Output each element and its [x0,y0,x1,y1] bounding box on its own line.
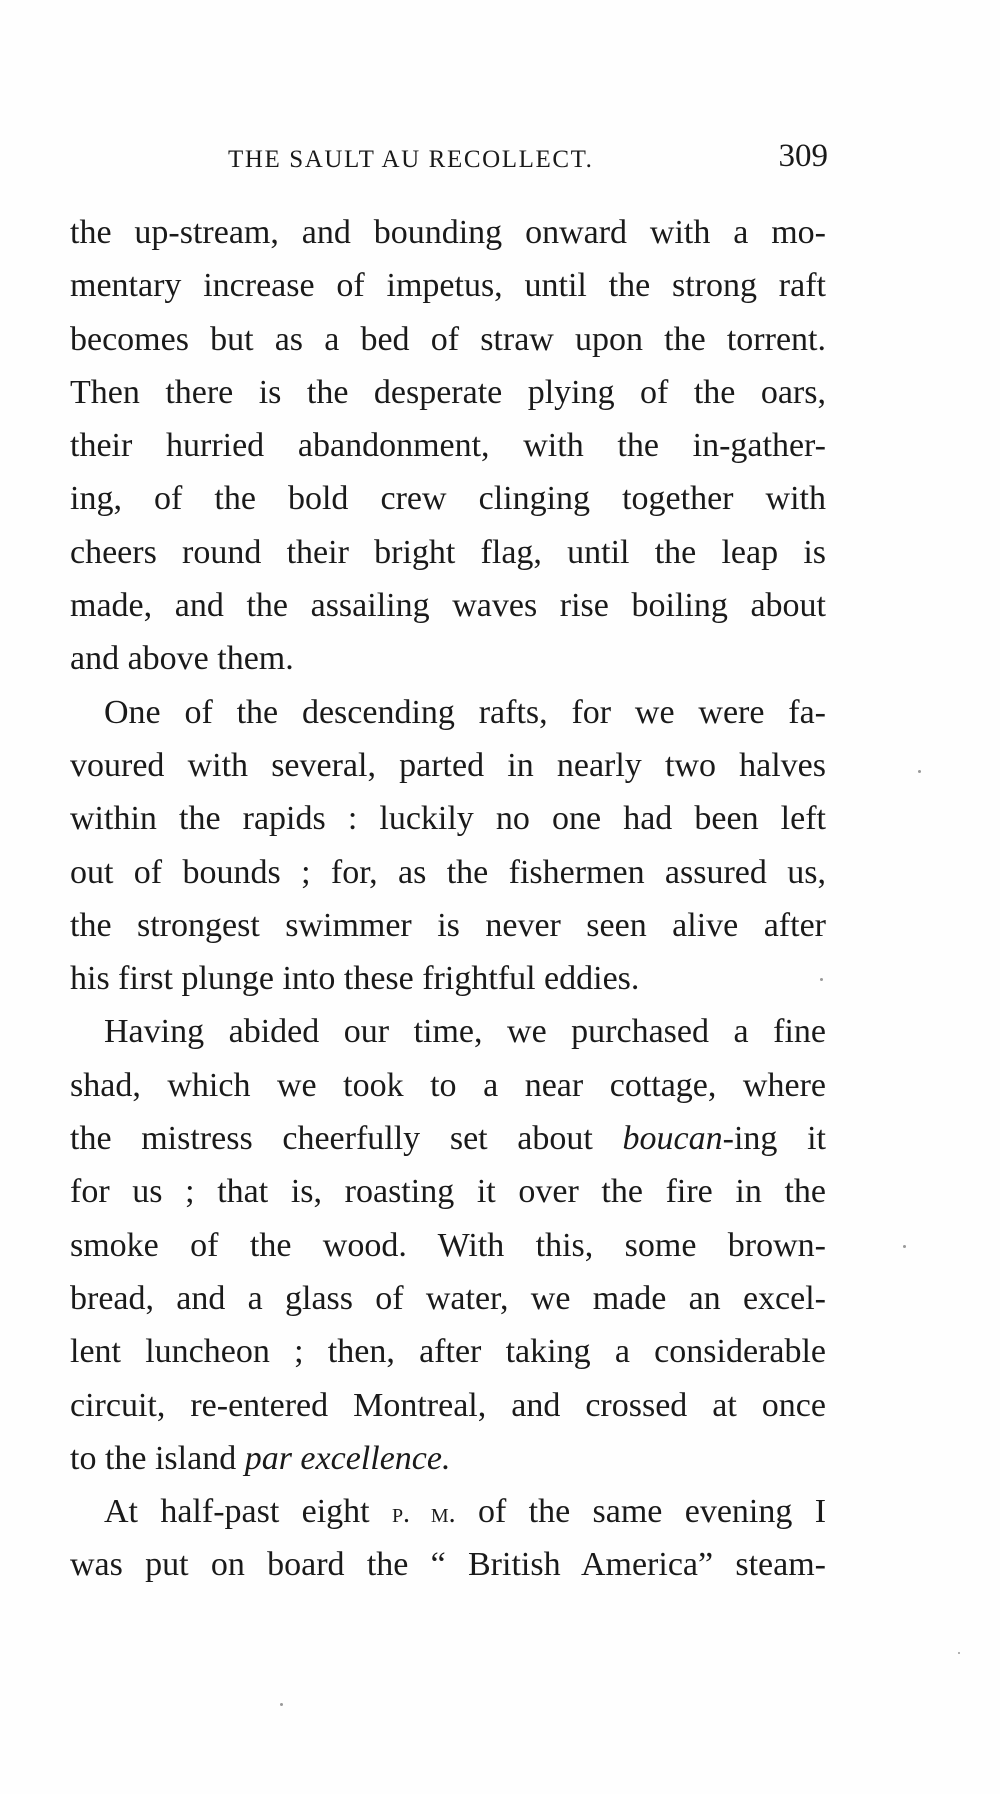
body-text [70,206,826,1592]
scan-speck [903,1245,906,1248]
text-line: his first plunge into these frightful eddies. [70,960,640,998]
text-run: the mistress cheerfully set about [70,1120,623,1158]
text-line: Having abided our time, we purchased a fine [104,1013,826,1051]
text-line: Then there is the desperate plying of the oars, [70,373,826,411]
text-line [70,1432,826,1485]
text-line: out of bounds ; for, as the fishermen assured us, [70,853,826,891]
paragraph-4 [70,1485,826,1592]
text-run: -ing it [722,1120,826,1158]
text-line: was put on board the “ British America” steam- [70,1546,826,1584]
text-line [70,1112,826,1165]
text-run: to the island [70,1439,245,1477]
text-line: the strongest swimmer is never seen alive after [70,906,826,944]
text-line: within the rapids : luckily no one had been left [70,800,826,838]
text-line: lent luncheon ; then, after taking a considerable [70,1333,826,1371]
paragraph-2 [70,686,826,1006]
text-line: bread, and a glass of water, we made an excel- [70,1279,826,1317]
text-line: mentary increase of impetus, until the strong raft [70,267,826,305]
italic-word: boucan [622,1120,723,1158]
italic-phrase: par excellence. [244,1439,451,1477]
paragraph-3 [70,1005,826,1485]
text-line: shad, which we took to a near cottage, where [70,1066,826,1104]
running-head [70,138,828,188]
small-caps-abbrev: p. m. [391,1498,456,1530]
text-line: the up-stream, and bounding onward with a mo- [70,214,826,251]
text-line [70,1485,826,1538]
text-line: for us ; that is, roasting it over the fire in the [70,1173,826,1211]
text-line: made, and the assailing waves rise boiling about [70,587,826,625]
text-line: smoke of the wood. With this, some brown- [70,1226,826,1264]
scan-speck [958,1652,960,1654]
paragraph-1 [70,206,826,686]
running-title: THE SAULT AU RECOLLECT. [228,146,594,173]
text-line: ing, of the bold crew clinging together with [70,480,826,518]
text-line: voured with several, parted in nearly two halves [70,746,826,784]
page-number: 309 [778,138,828,174]
scan-speck [820,978,823,981]
scan-speck [918,770,921,773]
text-line: their hurried abandonment, with the in-gather- [70,427,826,465]
text-run: At half-past eight [104,1493,392,1531]
text-line: becomes but as a bed of straw upon the torrent. [70,320,826,358]
text-run: of the same evening I [455,1493,827,1531]
text-line: cheers round their bright flag, until the leap is [70,533,826,571]
text-line: One of the descending rafts, for we were fa- [104,693,826,731]
scan-speck [280,1703,283,1706]
text-line: and above them. [70,640,294,678]
text-line: circuit, re-entered Montreal, and crossed at once [70,1386,826,1424]
